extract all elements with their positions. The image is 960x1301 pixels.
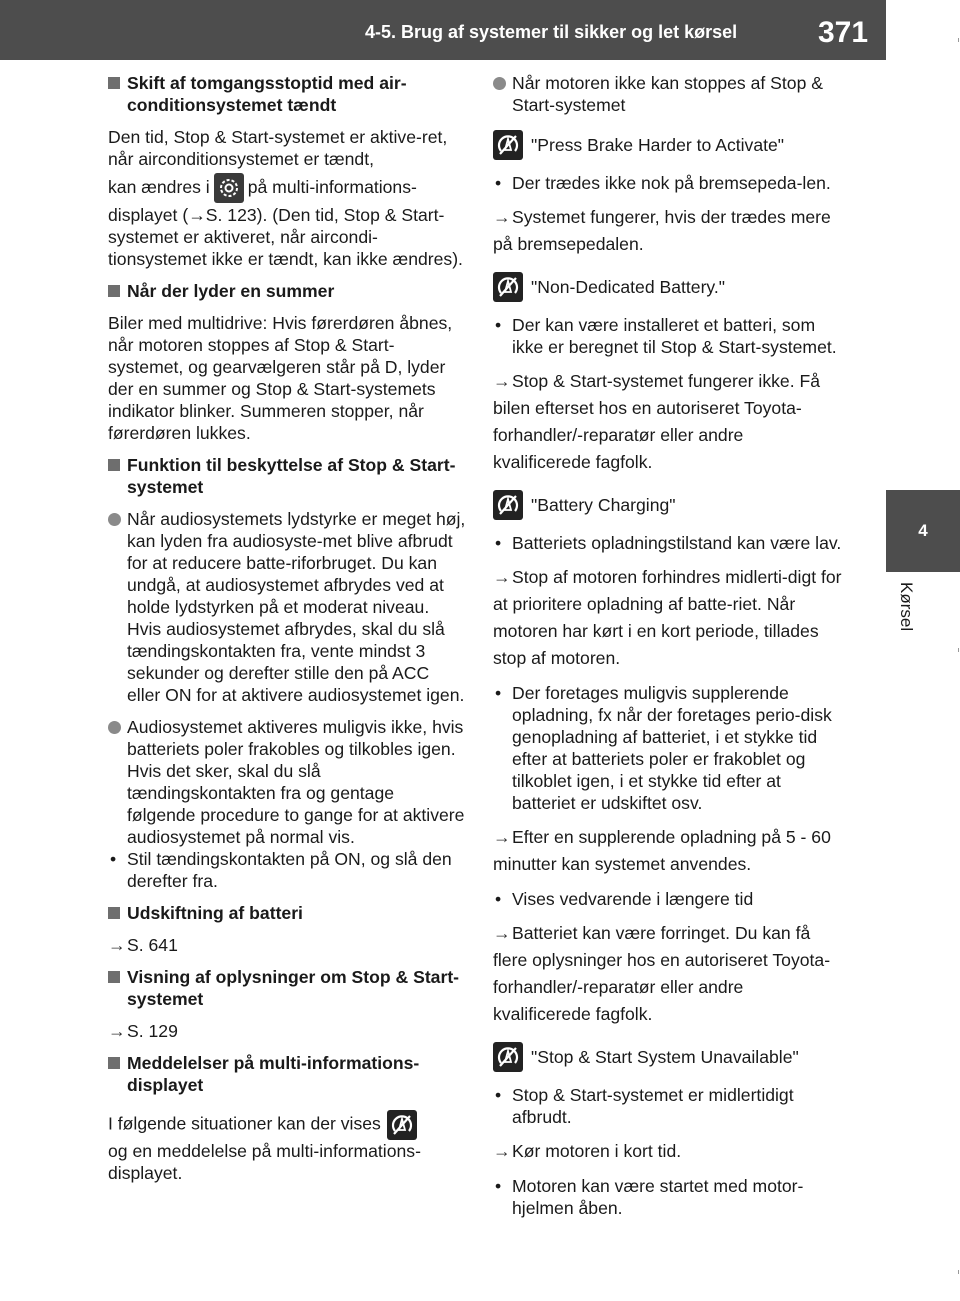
section-heading-text: Visning af oplysninger om Stop & Start-systemet <box>127 967 460 1009</box>
result-text-content: Kør motoren i kort tid. <box>512 1141 682 1161</box>
arrow-ref-icon: → <box>108 1021 126 1041</box>
result-text-content: Batteriet kan være forringet. Du kan få flere oplysninger hos en autoriseret Toyota-forhandler/-reparatør eller andre kvalificerede fagfolk. <box>493 923 831 1024</box>
result-text <box>493 564 845 672</box>
paragraph <box>108 1110 466 1184</box>
square-marker-icon <box>108 971 120 983</box>
message-entry <box>493 1042 845 1072</box>
list-item-text: Audiosystemet aktiveres muligvis ikke, hvis batteriets poler frakobles og tilkobles igen. Hvis det sker, skal du slå tændingskontakten fra og gentage følgende procedure to gange for at aktivere audiosystemet på normal vis. <box>127 717 465 847</box>
page-reference-text: S. 641 <box>127 935 178 955</box>
message-text: "Stop & Start System Unavailable" <box>531 1047 799 1067</box>
message-text: "Battery Charging" <box>531 495 676 515</box>
square-marker-icon <box>108 907 120 919</box>
crop-mark <box>958 38 959 42</box>
circle-bullet-icon <box>108 513 121 526</box>
list-item <box>493 1084 845 1128</box>
paragraph-text: på multi-informations- <box>247 177 417 197</box>
bullet-icon: • <box>495 1176 502 1196</box>
stop-start-off-icon <box>493 130 523 160</box>
result-text <box>493 368 845 476</box>
paragraph-text: I følgende situationer kan der vises <box>108 1113 381 1134</box>
list-item <box>493 1175 845 1219</box>
chapter-number: 4 <box>918 521 928 540</box>
bullet-icon: • <box>495 173 502 193</box>
paragraph-text: kan ændres i <box>108 177 210 197</box>
page-reference-text: S. 129 <box>127 1021 178 1041</box>
square-marker-icon <box>108 459 120 471</box>
circle-bullet-icon <box>493 77 506 90</box>
list-item <box>493 888 845 910</box>
section-heading-text: Funktion til beskyttelse af Stop & Start-systemet <box>127 455 456 497</box>
crop-mark <box>958 648 959 652</box>
bullet-icon: • <box>495 889 502 909</box>
message-entry <box>493 272 845 302</box>
paragraph-text: S. 123). (Den tid, Stop & Start-systemet er aktiveret, når aircondi-tionsystemet ikke er tændt, kan ikke ændres). <box>108 205 463 269</box>
square-marker-icon <box>108 1057 120 1069</box>
list-item-text: Motoren kan være startet med motor-hjelmen åben. <box>512 1176 804 1218</box>
arrow-ref-icon: → <box>493 923 511 943</box>
list-item <box>493 314 845 358</box>
list-item-text: Batteriets opladningstilstand kan være lav. <box>512 533 842 553</box>
arrow-ref-icon: → <box>493 207 511 227</box>
chapter-title: 4-5. Brug af systemer til sikker og let kørsel <box>365 22 738 42</box>
crop-mark <box>958 1270 959 1274</box>
list-item-text: Stop & Start-systemet er midlertidigt afbrudt. <box>512 1085 794 1127</box>
list-item <box>493 532 845 554</box>
result-text <box>493 204 845 258</box>
result-text-content: Efter en supplerende opladning på 5 - 60 minutter kan systemet anvendes. <box>493 827 831 874</box>
list-item <box>108 848 466 892</box>
arrow-ref-icon: → <box>493 1141 511 1161</box>
message-entry <box>493 130 845 160</box>
section-heading <box>108 1052 466 1096</box>
list-item <box>493 172 845 194</box>
stop-start-off-icon <box>493 272 523 302</box>
paragraph <box>108 126 466 270</box>
arrow-ref-icon: → <box>188 205 206 225</box>
section-heading <box>108 454 466 498</box>
list-item-text: Stil tændingskontakten på ON, og slå den derefter fra. <box>127 849 452 891</box>
result-text <box>493 1138 845 1165</box>
bullet-icon: • <box>110 849 117 869</box>
result-text <box>493 824 845 878</box>
paragraph: Biler med multidrive: Hvis førerdøren åbnes, når motoren stoppes af Stop & Start-systemet, og gearvælgeren står på D, lyder der en summer og Stop & Start-systemets indikator blinker. Summeren stopper, når førerdøren lukkes. <box>108 313 453 443</box>
list-item-text: Når motoren ikke kan stoppes af Stop & Start-systemet <box>512 73 823 115</box>
paragraph-text: displayet ( <box>108 205 189 225</box>
result-text-content: Systemet fungerer, hvis der trædes mere på bremsepedalen. <box>493 207 831 254</box>
left-column <box>108 72 466 1194</box>
page-reference[interactable] <box>108 934 466 956</box>
page-reference[interactable] <box>108 1020 466 1042</box>
list-item-text: Der foretages muligvis supplerende opladning, fx når der foretages perio-disk genopladning af batteriet, i et stykke tid efter at batteriets poler er frakoblet og tilkoblet igen, i et stykke tid efter at batteriet er udskiftet osv. <box>512 683 832 813</box>
page-number: 371 <box>818 16 869 49</box>
gear-settings-icon <box>214 173 244 203</box>
section-heading-text: Skift af tomgangsstoptid med air-conditionsystemet tændt <box>127 73 407 115</box>
stop-start-off-icon <box>493 1042 523 1072</box>
result-text <box>493 920 845 1028</box>
list-item <box>108 716 466 848</box>
result-text-content: Stop & Start-systemet fungerer ikke. Få bilen efterset hos en autoriseret Toyota-forhandler/-reparatør eller andre kvalificerede fagfolk. <box>493 371 821 472</box>
list-item-text: Der kan være installeret et batteri, som ikke er beregnet til Stop & Start-systemet. <box>512 315 837 357</box>
list-item-text: Vises vedvarende i længere tid <box>512 889 754 909</box>
chapter-tab <box>886 490 960 572</box>
list-item <box>108 508 466 706</box>
arrow-ref-icon: → <box>493 567 511 587</box>
square-marker-icon <box>108 285 120 297</box>
section-heading <box>108 72 466 116</box>
arrow-ref-icon: → <box>493 827 511 847</box>
bullet-icon: • <box>495 1085 502 1105</box>
paragraph-text: og en meddelelse på multi-informations-displayet. <box>108 1141 421 1183</box>
list-item <box>493 682 845 814</box>
list-item-text: Når audiosystemets lydstyrke er meget høj, kan lyden fra audiosyste-met blive afbrudt for at reducere batte-riforbruget. Du kan undgå, at audiosystemet afbrydes ved at holde lydstyrken på et moderat niveau. Hvis audiosystemet afbrydes, skal du slå tændingskontakten fra, vente mindst 3 sekunder og derefter stille den på ACC eller ON for at aktivere audiosystemet igen. <box>127 509 466 705</box>
section-heading <box>108 280 466 302</box>
section-heading <box>108 902 466 924</box>
result-text-content: Stop af motoren forhindres midlerti-digt for at prioritere opladning af batte-riet. Når motoren har kørt i en kort periode, tillades stop af motoren. <box>493 567 842 668</box>
section-heading-text: Udskiftning af batteri <box>127 903 303 923</box>
stop-start-off-icon <box>387 1110 417 1140</box>
bullet-icon: • <box>495 683 502 703</box>
list-item-text: Der trædes ikke nok på bremsepeda-len. <box>512 173 831 193</box>
circle-bullet-icon <box>108 721 121 734</box>
paragraph-text: Den tid, Stop & Start-systemet er aktive-ret, når airconditionsystemet er tændt, <box>108 127 448 169</box>
bullet-icon: • <box>495 533 502 553</box>
bullet-icon: • <box>495 315 502 335</box>
section-heading-text: Når der lyder en summer <box>127 281 335 301</box>
message-text: "Press Brake Harder to Activate" <box>531 135 785 155</box>
message-text: "Non-Dedicated Battery." <box>531 277 726 297</box>
square-marker-icon <box>108 77 120 89</box>
section-heading-text: Meddelelser på multi-informations-displayet <box>127 1053 420 1095</box>
message-entry <box>493 490 845 520</box>
arrow-ref-icon: → <box>493 371 511 391</box>
chapter-label: Kørsel <box>897 582 916 632</box>
section-heading <box>108 966 466 1010</box>
arrow-ref-icon: → <box>108 935 126 955</box>
list-item <box>493 72 845 116</box>
stop-start-off-icon <box>493 490 523 520</box>
right-column <box>493 72 845 1229</box>
